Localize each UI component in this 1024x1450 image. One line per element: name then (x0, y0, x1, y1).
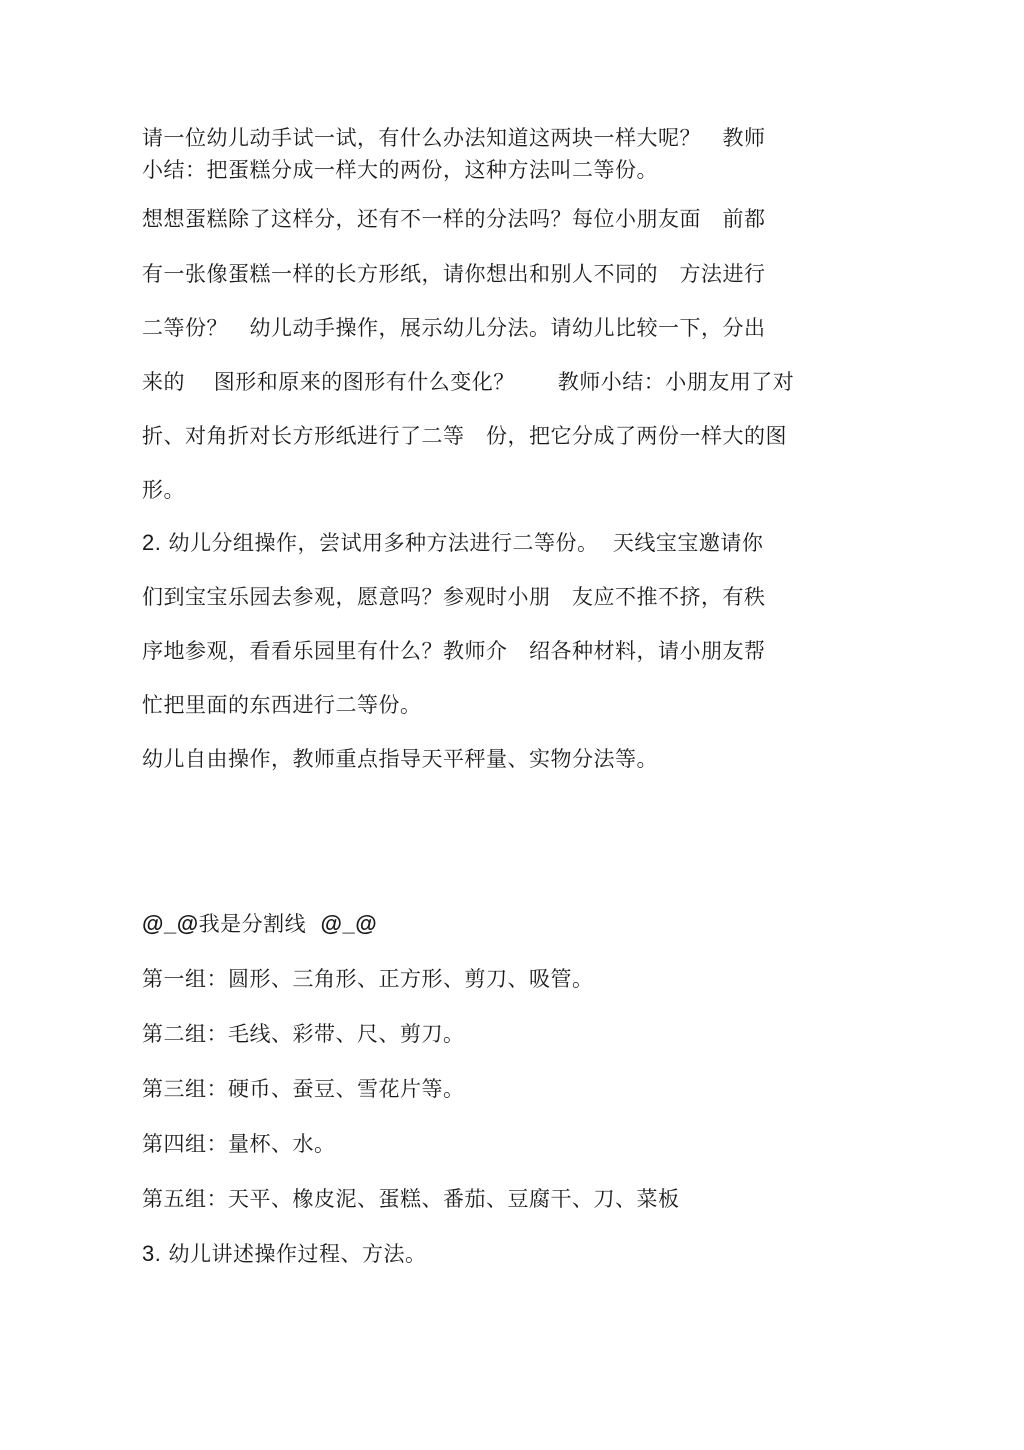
separator-prefix: @_@ (142, 911, 199, 936)
section2-line-3: 序地参观，看看乐园里有什么？教师介 绍各种材料，请小朋友帮 (142, 639, 766, 663)
paragraph2-line-6: 形。 (142, 478, 185, 502)
paragraph2-line-5: 折、对角折对长方形纸进行了二等 份，把它分成了两份一样大的图 (142, 424, 788, 448)
group-2: 第二组：毛线、彩带、尺、剪刀。 (142, 1022, 465, 1046)
separator-line (142, 910, 842, 938)
paragraph1-line-2: 小结：把蛋糕分成一样大的两份，这种方法叫二等份。 (142, 158, 658, 182)
paragraph2-line-2: 有一张像蛋糕一样的长方形纸，请你想出和别人不同的 方法进行 (142, 262, 766, 286)
section2-line-1 (142, 529, 842, 557)
group-5: 第五组：天平、橡皮泥、蛋糕、番茄、豆腐干、刀、菜板 (142, 1187, 680, 1211)
section3-text: 幼儿讲述操作过程、方法。 (161, 1242, 427, 1266)
paragraph2-line-1: 想想蛋糕除了这样分，还有不一样的分法吗？每位小朋友面 前都 (142, 207, 766, 231)
section3-line (142, 1240, 842, 1268)
group-4: 第四组：量杯、水。 (142, 1132, 336, 1156)
section3-number: 3. (142, 1241, 162, 1266)
group-3: 第三组：硬币、蚕豆、雪花片等。 (142, 1077, 465, 1101)
separator-text: 我是分割线 (198, 912, 307, 936)
section2-line-2: 们到宝宝乐园去参观，愿意吗？参观时小朋 友应不推不挤，有秩 (142, 585, 766, 609)
paragraph3: 幼儿自由操作，教师重点指导天平秤量、实物分法等。 (142, 747, 658, 771)
section2-number: 2. (142, 530, 162, 555)
group-1: 第一组：圆形、三角形、正方形、剪刀、吸管。 (142, 967, 594, 991)
paragraph2-line-3: 二等份？ 幼儿动手操作，展示幼儿分法。请幼儿比较一下，分出 (142, 316, 766, 340)
separator-suffix: @_@ (320, 911, 378, 936)
paragraph2-line-4: 来的 图形和原来的图形有什么变化？ 教师小结：小朋友用了对 (142, 370, 795, 394)
section2-line-1-text: 幼儿分组操作，尝试用多种方法进行二等份。 天线宝宝邀请你 (161, 531, 764, 555)
section2-line-4: 忙把里面的东西进行二等份。 (142, 693, 422, 717)
paragraph1-line-1: 请一位幼儿动手试一试，有什么办法知道这两块一样大呢？ 教师 (142, 126, 766, 150)
